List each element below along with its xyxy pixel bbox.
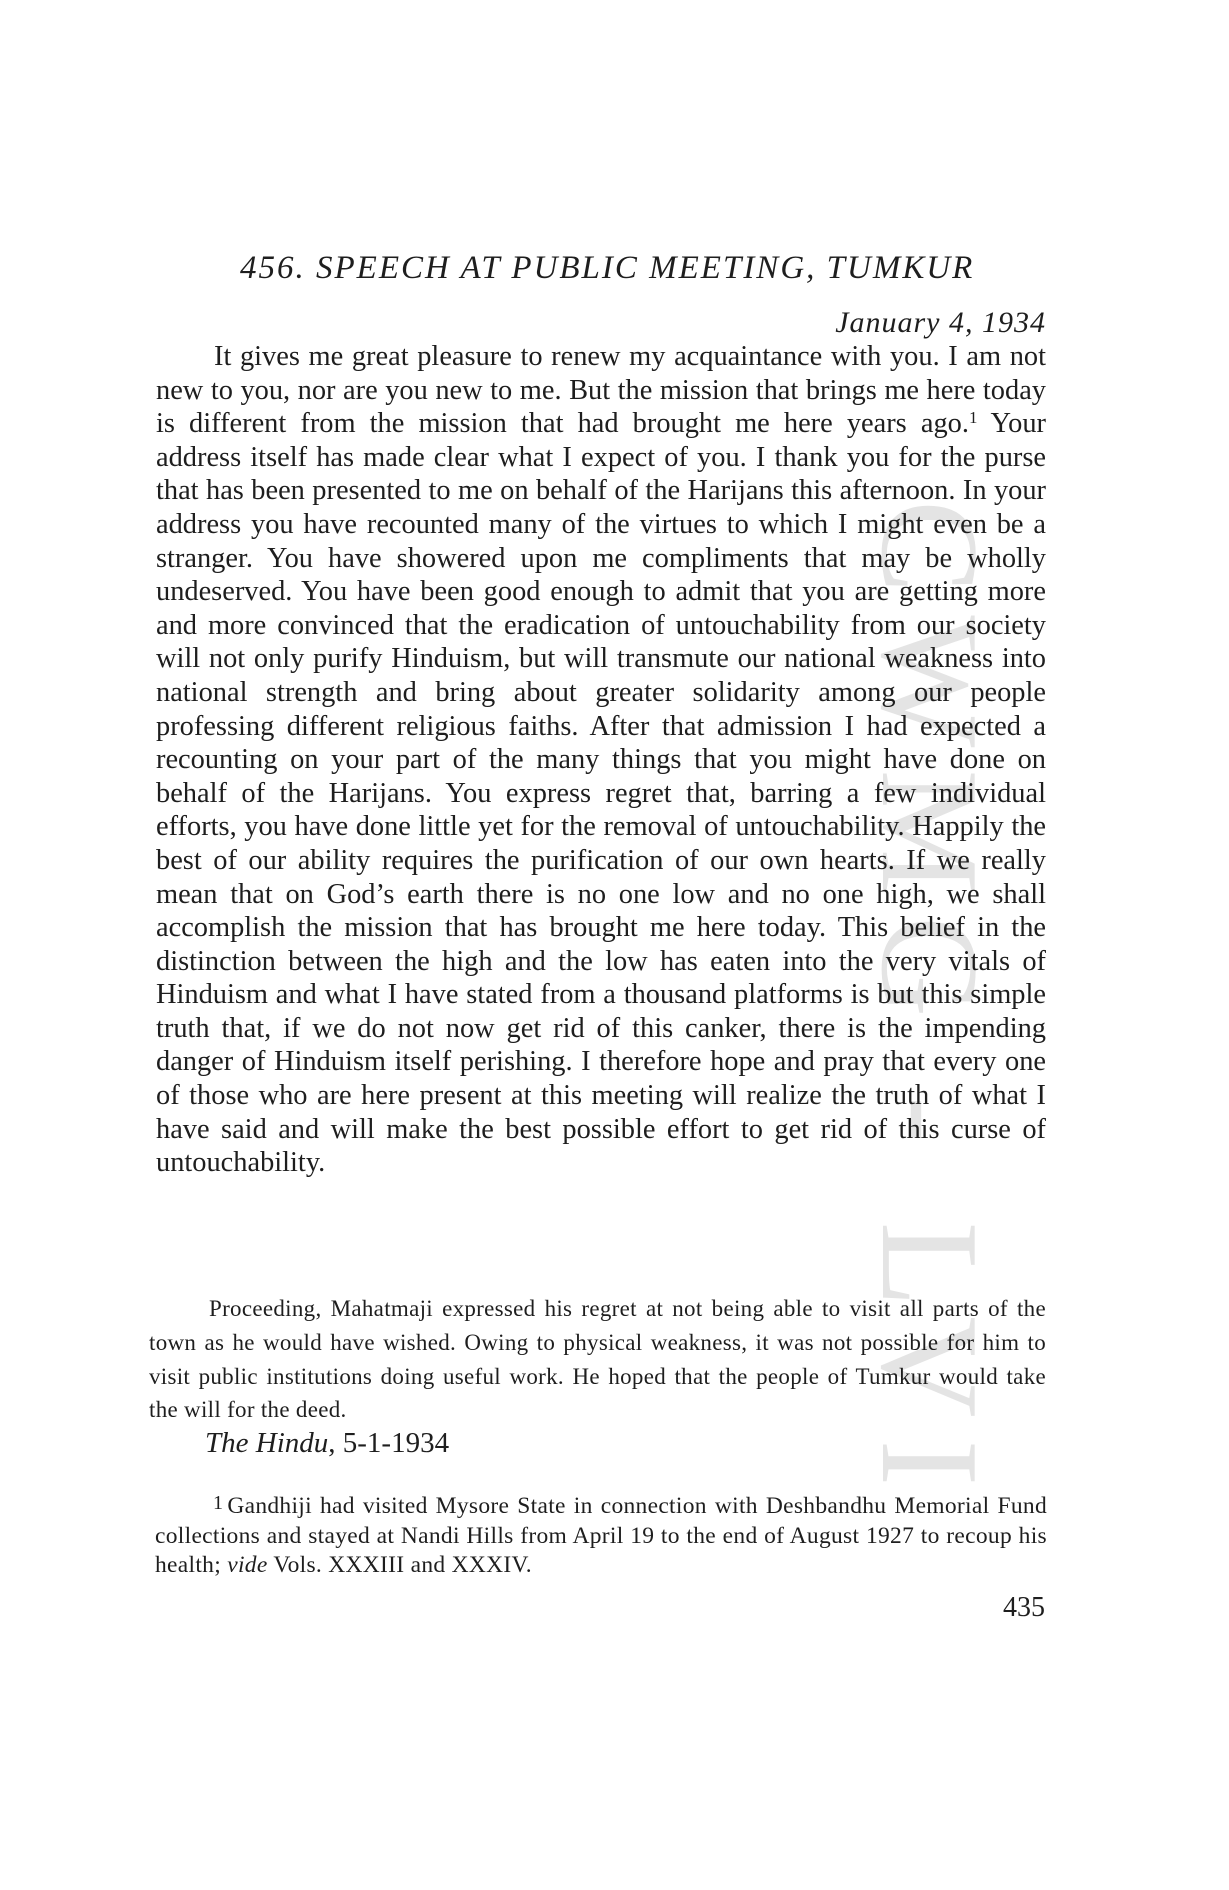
footnote-reference[interactable]: 1 [968, 408, 978, 428]
source-date: , 5-1-1934 [328, 1427, 450, 1459]
report-summary [149, 1292, 1046, 1427]
page-number: 435 [1003, 1592, 1045, 1623]
source-publication: The Hindu [205, 1427, 329, 1459]
speech-paragraph [156, 340, 1046, 1180]
footnote-mark: 1 [213, 1492, 224, 1514]
footnote-text-before: Gandhiji had visited Mysore State in connection with Deshbandhu Memorial Fund collections and stayed at Nandi Hills from April 19 to the end of August 1927 to recoup his health; [155, 1493, 1047, 1578]
footnote [155, 1489, 1047, 1581]
speech-date: January 4, 1934 [835, 306, 1046, 339]
speech-text-part2: Your address itself has made clear what I expect of you. I thank you for the purse that has been presented to me on behalf of the Harijans this afternoon. In your address you have recounted many of the virtues to which I might even be a stranger. You have showered upon me compliments that may be wholly undeserved. You have been good enough to admit that you are getting more and more convinced that the eradication of untouchability from our society will not only purify Hinduism, but will transmute our national weakness into national strength and bring about greater solidarity among our people professing different religious faiths. After that admission I had expected a recounting on your part of the many things that you might have done on behalf of the Harijans. You express regret that, barring a few individual efforts, you have done little yet for the removal of untouchability. Happily the best of our ability requires the purification of our own hearts. If we really mean that on God’s earth there is no one low and no one high, we shall accomplish the mission that has brought me here today. This belief in the distinction between the high and the low has eaten into the very vitals of Hinduism and what I have stated from a thousand platforms is but this simple truth that, if we do not now get rid of this canker, there is the impending danger of Hinduism itself perishing. I therefore hope and pray that every one of those who are here present at this meeting will realize the truth of what I have said and will make the best possible effort to get rid of this curse of untouchability. [156, 408, 1046, 1179]
footnote-paragraph [155, 1489, 1047, 1581]
source-citation [205, 1427, 449, 1460]
summary-paragraph: Proceeding, Mahatmaji expressed his regret at not being able to visit all parts of the town as he would have wished. Owing to physical weakness, it was not possible for him to visit public institutions doing useful work. He hoped that the people of Tumkur would take the will for the deed. [149, 1296, 1046, 1423]
watermark: CWMG - LVI [852, 500, 1007, 1509]
speech-text-part1: It gives me great pleasure to renew my acquaintance with you. I am not new to you, nor are you new to me. But the mission that brings me here today is different from the mission that had brought me here years ago. [156, 341, 1046, 440]
speech-body [156, 340, 1046, 1180]
footnote-vide: vide [227, 1552, 268, 1578]
document-heading: 456. SPEECH AT PUBLIC MEETING, TUMKUR [240, 250, 975, 286]
footnote-text-after: Vols. XXXIII and XXXIV. [267, 1552, 532, 1578]
